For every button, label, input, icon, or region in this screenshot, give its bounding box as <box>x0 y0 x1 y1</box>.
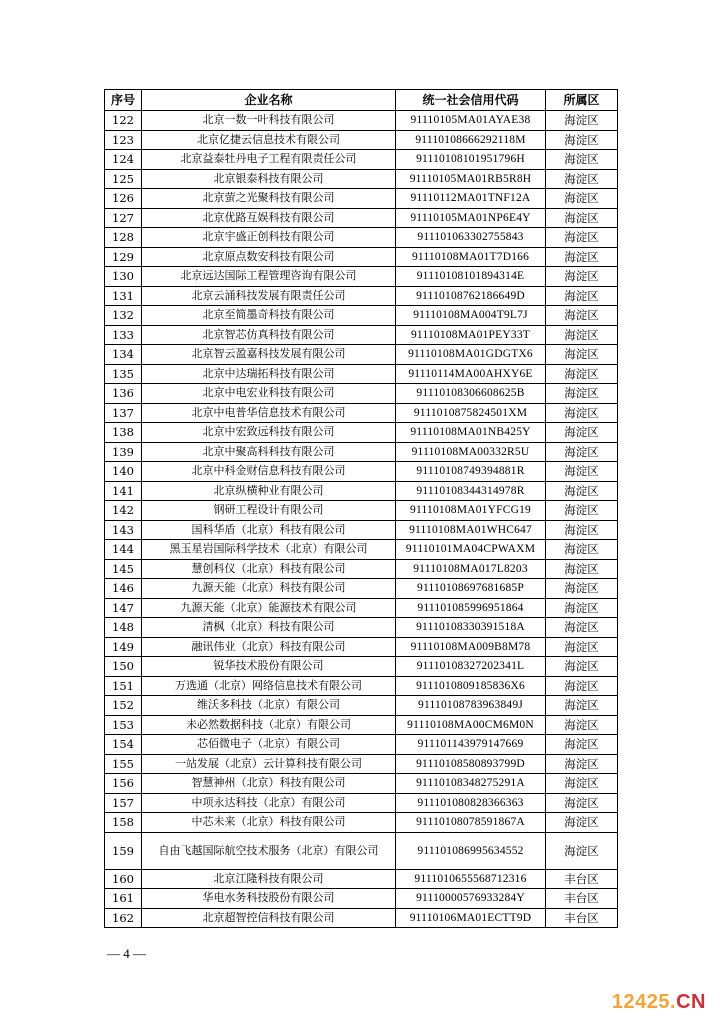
watermark-suffix: CN <box>676 991 706 1013</box>
cell-area: 海淀区 <box>546 208 618 228</box>
cell-area: 海淀区 <box>546 793 618 813</box>
cell-index: 162 <box>105 908 142 928</box>
cell-area: 海淀区 <box>546 774 618 794</box>
table-row <box>105 306 618 326</box>
table-row <box>105 286 618 306</box>
table-header-row <box>105 90 618 111</box>
cell-code: 91110108348275291A <box>396 774 546 794</box>
cell-code: 91110112MA01TNF12A <box>396 189 546 209</box>
table-row <box>105 208 618 228</box>
cell-name: 钢研工程设计有限公司 <box>142 501 396 521</box>
watermark-number: 12425 <box>611 991 671 1013</box>
cell-code: 91110114MA00AHXY6E <box>396 364 546 384</box>
cell-name: 北京一数一叶科技有限公司 <box>142 111 396 131</box>
cell-code: 91110105MA01RB5R8H <box>396 169 546 189</box>
cell-name: 慧创科仪（北京）科技有限公司 <box>142 559 396 579</box>
cell-code: 9111010809185836X6 <box>396 676 546 696</box>
cell-code: 9111010655568712316 <box>396 869 546 889</box>
cell-name: 华电水务科技股份有限公司 <box>142 889 396 909</box>
table-row <box>105 559 618 579</box>
table-row <box>105 169 618 189</box>
site-watermark <box>612 991 706 1014</box>
table-row <box>105 540 618 560</box>
cell-name: 北京云涌科技发展有限责任公司 <box>142 286 396 306</box>
cell-name: 北京银泰科技有限公司 <box>142 169 396 189</box>
cell-code: 91110108MA017L8203 <box>396 559 546 579</box>
cell-code: 91110108101894314E <box>396 267 546 287</box>
cell-name: 北京纵横种业有限公司 <box>142 481 396 501</box>
table-row <box>105 325 618 345</box>
cell-name: 万选通（北京）网络信息技术有限公司 <box>142 676 396 696</box>
cell-index: 131 <box>105 286 142 306</box>
cell-index: 128 <box>105 228 142 248</box>
table-row <box>105 715 618 735</box>
cell-area: 丰台区 <box>546 908 618 928</box>
cell-area: 海淀区 <box>546 715 618 735</box>
cell-index: 160 <box>105 869 142 889</box>
header-area: 所属区 <box>546 90 618 111</box>
cell-index: 147 <box>105 598 142 618</box>
cell-index: 143 <box>105 520 142 540</box>
table-row <box>105 696 618 716</box>
cell-name: 黑玉星岩国际科学技术（北京）有限公司 <box>142 540 396 560</box>
cell-name: 清枫（北京）科技有限公司 <box>142 618 396 638</box>
cell-index: 140 <box>105 462 142 482</box>
cell-name: 北京中聚高科科技有限公司 <box>142 442 396 462</box>
cell-index: 161 <box>105 889 142 909</box>
cell-name: 北京智云盈嘉科技发展有限公司 <box>142 345 396 365</box>
cell-area: 海淀区 <box>546 423 618 443</box>
cell-area: 海淀区 <box>546 442 618 462</box>
enterprise-table <box>104 89 618 928</box>
cell-index: 146 <box>105 579 142 599</box>
cell-name: 智慧神州（北京）科技有限公司 <box>142 774 396 794</box>
table-row <box>105 657 618 677</box>
cell-code: 91110108MA01T7D166 <box>396 247 546 267</box>
cell-name: 九源天能（北京）能源技术有限公司 <box>142 598 396 618</box>
cell-code: 91110108MA00332R5U <box>396 442 546 462</box>
cell-area: 海淀区 <box>546 345 618 365</box>
cell-index: 129 <box>105 247 142 267</box>
cell-code: 91110108327202341L <box>396 657 546 677</box>
page-number: — 4 — <box>107 946 146 961</box>
header-name: 企业名称 <box>142 90 396 111</box>
cell-area: 海淀区 <box>546 169 618 189</box>
cell-area: 海淀区 <box>546 111 618 131</box>
cell-name: 北京中宏致远科技有限公司 <box>142 423 396 443</box>
cell-index: 122 <box>105 111 142 131</box>
table-row <box>105 676 618 696</box>
cell-name: 自由飞越国际航空技术服务（北京）有限公司 <box>142 832 396 869</box>
cell-name: 北京中电宏业科技有限公司 <box>142 384 396 404</box>
cell-code: 91110108666292118M <box>396 130 546 150</box>
cell-area: 海淀区 <box>546 754 618 774</box>
cell-area: 海淀区 <box>546 228 618 248</box>
cell-index: 141 <box>105 481 142 501</box>
cell-area: 海淀区 <box>546 579 618 599</box>
cell-index: 157 <box>105 793 142 813</box>
table-row <box>105 150 618 170</box>
cell-name: 北京优路互娱科技有限公司 <box>142 208 396 228</box>
cell-area: 海淀区 <box>546 325 618 345</box>
cell-area: 海淀区 <box>546 832 618 869</box>
cell-area: 海淀区 <box>546 696 618 716</box>
cell-code: 91110108783963849J <box>396 696 546 716</box>
cell-name: 北京益泰牡丹电子工程有限责任公司 <box>142 150 396 170</box>
table-row <box>105 598 618 618</box>
table-row <box>105 267 618 287</box>
cell-name: 北京至简墨奇科技有限公司 <box>142 306 396 326</box>
cell-area: 海淀区 <box>546 267 618 287</box>
table-row <box>105 618 618 638</box>
cell-area: 海淀区 <box>546 676 618 696</box>
table-row <box>105 754 618 774</box>
cell-index: 159 <box>105 832 142 869</box>
table-row <box>105 637 618 657</box>
table-row <box>105 403 618 423</box>
table-row <box>105 813 618 833</box>
cell-name: 北京中达瑞拓科技有限公司 <box>142 364 396 384</box>
cell-name: 北京超智控信科技有限公司 <box>142 908 396 928</box>
cell-area: 海淀区 <box>546 130 618 150</box>
cell-index: 130 <box>105 267 142 287</box>
cell-name: 中芯未来（北京）科技有限公司 <box>142 813 396 833</box>
cell-code: 91110108749394881R <box>396 462 546 482</box>
cell-code: 91110108330391518A <box>396 618 546 638</box>
cell-area: 丰台区 <box>546 889 618 909</box>
cell-name: 中项永达科技（北京）有限公司 <box>142 793 396 813</box>
cell-index: 154 <box>105 735 142 755</box>
cell-code: 91110108MA01NB425Y <box>396 423 546 443</box>
table-row <box>105 774 618 794</box>
cell-name: 维沃多科技（北京）有限公司 <box>142 696 396 716</box>
table-row <box>105 228 618 248</box>
cell-area: 丰台区 <box>546 869 618 889</box>
table-row <box>105 869 618 889</box>
cell-code: 9111010875824501XM <box>396 403 546 423</box>
cell-index: 145 <box>105 559 142 579</box>
cell-index: 139 <box>105 442 142 462</box>
cell-index: 138 <box>105 423 142 443</box>
cell-code: 91110108078591867A <box>396 813 546 833</box>
cell-area: 海淀区 <box>546 189 618 209</box>
cell-code: 91110108MA009B8M78 <box>396 637 546 657</box>
cell-name: 芯佰微电子（北京）有限公司 <box>142 735 396 755</box>
cell-code: 911101063302755843 <box>396 228 546 248</box>
cell-code: 91110108MA01WHC647 <box>396 520 546 540</box>
watermark-dot: . <box>670 991 677 1013</box>
cell-area: 海淀区 <box>546 618 618 638</box>
cell-code: 91110108762186649D <box>396 286 546 306</box>
cell-index: 144 <box>105 540 142 560</box>
table-row <box>105 520 618 540</box>
cell-area: 海淀区 <box>546 403 618 423</box>
cell-area: 海淀区 <box>546 540 618 560</box>
cell-index: 148 <box>105 618 142 638</box>
cell-index: 151 <box>105 676 142 696</box>
table-row <box>105 501 618 521</box>
cell-code: 91110108580893799D <box>396 754 546 774</box>
table-row <box>105 111 618 131</box>
cell-name: 九源天能（北京）科技有限公司 <box>142 579 396 599</box>
cell-name: 北京宇盛正创科技有限公司 <box>142 228 396 248</box>
cell-code: 91110105MA01AYAE38 <box>396 111 546 131</box>
table-row <box>105 579 618 599</box>
cell-code: 91110108MA01PEY33T <box>396 325 546 345</box>
table-row <box>105 832 618 869</box>
cell-name: 锐华技术股份有限公司 <box>142 657 396 677</box>
cell-index: 149 <box>105 637 142 657</box>
cell-area: 海淀区 <box>546 559 618 579</box>
table-row <box>105 908 618 928</box>
table-row <box>105 889 618 909</box>
cell-code: 91110108306608625B <box>396 384 546 404</box>
cell-index: 155 <box>105 754 142 774</box>
table-row <box>105 442 618 462</box>
cell-code: 91110105MA01NP6E4Y <box>396 208 546 228</box>
table-row <box>105 462 618 482</box>
cell-code: 91110108MA01GDGTX6 <box>396 345 546 365</box>
cell-area: 海淀区 <box>546 657 618 677</box>
table-body <box>105 111 618 928</box>
cell-index: 153 <box>105 715 142 735</box>
cell-index: 132 <box>105 306 142 326</box>
cell-name: 北京远达国际工程管理咨询有限公司 <box>142 267 396 287</box>
cell-area: 海淀区 <box>546 384 618 404</box>
cell-name: 未必然数据科技（北京）有限公司 <box>142 715 396 735</box>
cell-name: 北京原点数安科技有限公司 <box>142 247 396 267</box>
cell-code: 91110108MA01YFCG19 <box>396 501 546 521</box>
table-row <box>105 345 618 365</box>
cell-code: 91110108MA00CM6M0N <box>396 715 546 735</box>
cell-name: 北京萤之光聚科技有限公司 <box>142 189 396 209</box>
table-row <box>105 247 618 267</box>
cell-area: 海淀区 <box>546 481 618 501</box>
cell-code: 911101085996951864 <box>396 598 546 618</box>
cell-code: 91110108101951796H <box>396 150 546 170</box>
cell-index: 136 <box>105 384 142 404</box>
header-code: 统一社会信用代码 <box>396 90 546 111</box>
table-row <box>105 130 618 150</box>
cell-area: 海淀区 <box>546 462 618 482</box>
cell-name: 国科华盾（北京）科技有限公司 <box>142 520 396 540</box>
table-row <box>105 423 618 443</box>
cell-name: 北京中电普华信息技术有限公司 <box>142 403 396 423</box>
cell-code: 911101080828366363 <box>396 793 546 813</box>
cell-area: 海淀区 <box>546 306 618 326</box>
cell-index: 142 <box>105 501 142 521</box>
table-row <box>105 189 618 209</box>
cell-code: 91110106MA01ECTT9D <box>396 908 546 928</box>
cell-area: 海淀区 <box>546 150 618 170</box>
cell-area: 海淀区 <box>546 637 618 657</box>
cell-area: 海淀区 <box>546 520 618 540</box>
table-row <box>105 364 618 384</box>
cell-name: 北京亿捷云信息技术有限公司 <box>142 130 396 150</box>
cell-area: 海淀区 <box>546 364 618 384</box>
cell-area: 海淀区 <box>546 286 618 306</box>
cell-area: 海淀区 <box>546 813 618 833</box>
cell-index: 134 <box>105 345 142 365</box>
cell-index: 125 <box>105 169 142 189</box>
cell-index: 152 <box>105 696 142 716</box>
cell-area: 海淀区 <box>546 598 618 618</box>
cell-name: 一站发展（北京）云计算科技有限公司 <box>142 754 396 774</box>
cell-index: 124 <box>105 150 142 170</box>
cell-code: 91110000576933284Y <box>396 889 546 909</box>
cell-code: 911101086995634552 <box>396 832 546 869</box>
cell-area: 海淀区 <box>546 735 618 755</box>
header-index: 序号 <box>105 90 142 111</box>
cell-code: 91110108MA004T9L7J <box>396 306 546 326</box>
cell-area: 海淀区 <box>546 247 618 267</box>
cell-code: 91110108344314978R <box>396 481 546 501</box>
cell-code: 911101143979147669 <box>396 735 546 755</box>
cell-index: 127 <box>105 208 142 228</box>
cell-index: 150 <box>105 657 142 677</box>
cell-index: 137 <box>105 403 142 423</box>
cell-code: 91110108697681685P <box>396 579 546 599</box>
cell-index: 126 <box>105 189 142 209</box>
table-row <box>105 481 618 501</box>
cell-name: 融讯伟业（北京）科技有限公司 <box>142 637 396 657</box>
cell-name: 北京智芯仿真科技有限公司 <box>142 325 396 345</box>
cell-index: 156 <box>105 774 142 794</box>
cell-index: 133 <box>105 325 142 345</box>
table-row <box>105 793 618 813</box>
cell-index: 123 <box>105 130 142 150</box>
cell-name: 北京中科金财信息科技有限公司 <box>142 462 396 482</box>
cell-area: 海淀区 <box>546 501 618 521</box>
table-row <box>105 735 618 755</box>
table-row <box>105 384 618 404</box>
cell-name: 北京江隆科技有限公司 <box>142 869 396 889</box>
cell-index: 135 <box>105 364 142 384</box>
cell-index: 158 <box>105 813 142 833</box>
cell-code: 91110101MA04CPWAXM <box>396 540 546 560</box>
